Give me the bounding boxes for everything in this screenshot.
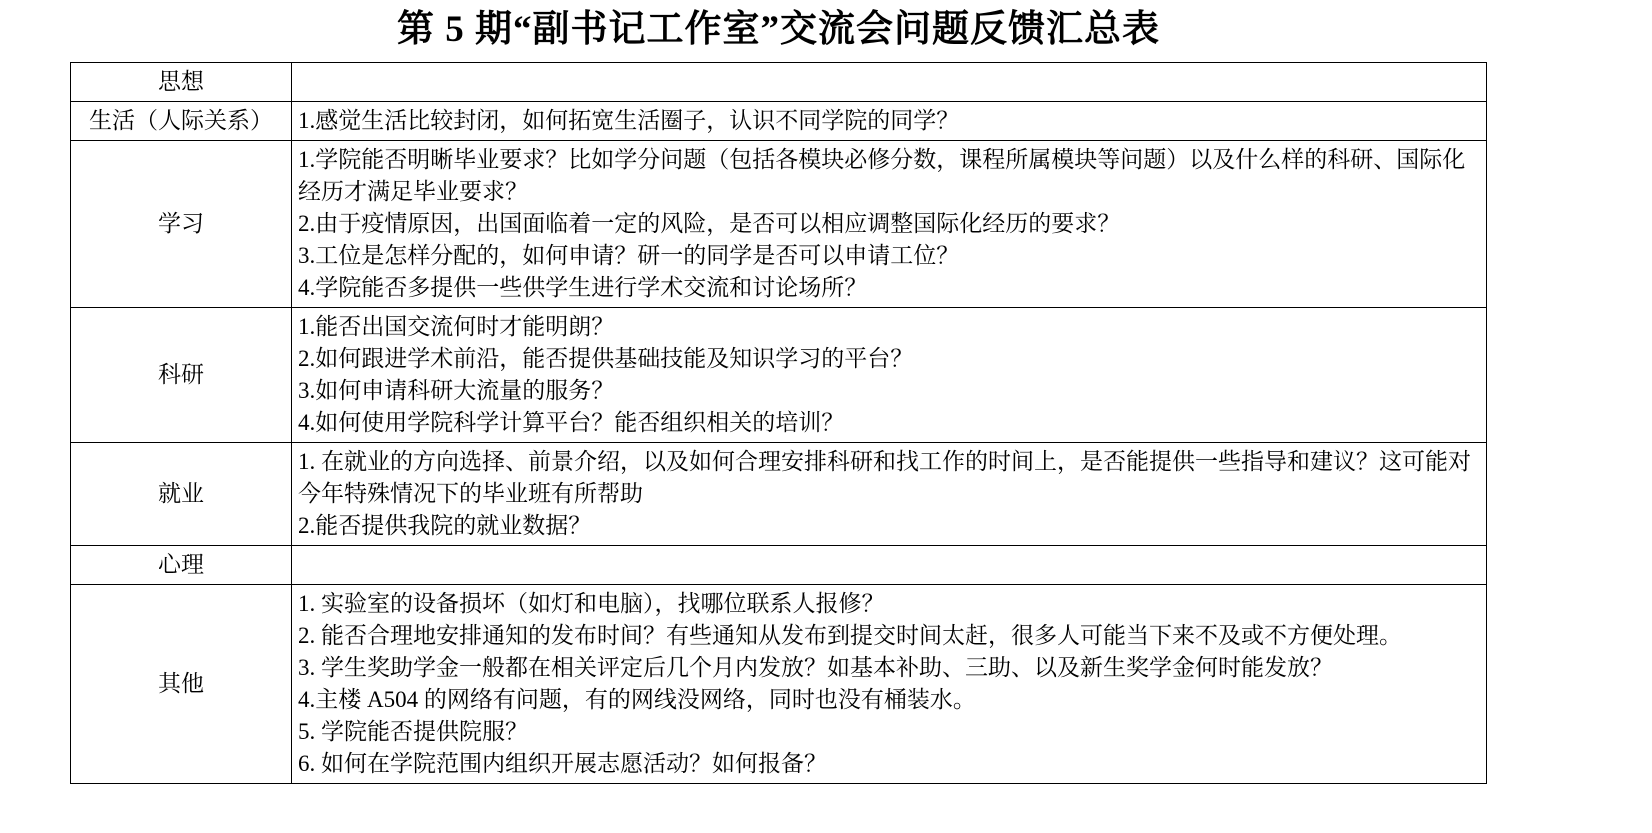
feedback-table-body (71, 63, 1487, 784)
question-item: 1. 在就业的方向选择、前景介绍，以及如何合理安排科研和找工作的时间上，是否能提供一些指导和建议？这可能对今年特殊情况下的毕业班有所帮助 (298, 449, 1471, 507)
content-cell (292, 141, 1487, 308)
question-item: 4.主楼 A504 的网络有问题，有的网线没网络，同时也没有桶装水。 (298, 687, 976, 713)
question-item: 2. 能否合理地安排通知的发布时间？有些通知从发布到提交时间太赶，很多人可能当下来不及或不方便处理。 (298, 623, 1402, 649)
category-cell: 心理 (71, 546, 292, 585)
feedback-table (70, 62, 1487, 784)
table-row (71, 63, 1487, 102)
category-cell: 学习 (71, 141, 292, 308)
page-title: 第 5 期“副书记工作室”交流会问题反馈汇总表 (397, 9, 1160, 50)
question-item: 1.感觉生活比较封闭，如何拓宽生活圈子，认识不同学院的同学？ (298, 108, 960, 134)
table-row (71, 443, 1487, 546)
question-item: 3.如何申请科研大流量的服务？ (298, 378, 615, 404)
category-cell: 科研 (71, 308, 292, 443)
table-row (71, 546, 1487, 585)
question-item: 1.能否出国交流何时才能明朗？ (298, 314, 615, 340)
table-row (71, 141, 1487, 308)
question-item: 3.工位是怎样分配的，如何申请？研一的同学是否可以申请工位？ (298, 243, 960, 269)
question-item: 2.如何跟进学术前沿，能否提供基础技能及知识学习的平台？ (298, 346, 914, 372)
table-row (71, 585, 1487, 784)
question-item: 6. 如何在学院范围内组织开展志愿活动？如何报备？ (298, 751, 827, 777)
question-item: 1. 实验室的设备损坏（如灯和电脑），找哪位联系人报修？ (298, 591, 885, 617)
question-item: 4.如何使用学院科学计算平台？能否组织相关的培训？ (298, 410, 845, 436)
category-cell: 思想 (71, 63, 292, 102)
category-cell: 生活（人际关系） (71, 102, 292, 141)
question-item: 3. 学生奖助学金一般都在相关评定后几个月内发放？如基本补助、三助、以及新生奖学金何时能发放？ (298, 655, 1333, 681)
table-row (71, 102, 1487, 141)
table-row (71, 308, 1487, 443)
question-item: 1.学院能否明晰毕业要求？比如学分问题（包括各模块必修分数，课程所属模块等问题）以及什么样的科研、国际化经历才满足毕业要求？ (298, 147, 1466, 205)
content-cell (292, 443, 1487, 546)
question-item: 2.能否提供我院的就业数据？ (298, 513, 592, 539)
content-cell (292, 585, 1487, 784)
question-item: 5. 学院能否提供院服？ (298, 719, 528, 745)
question-item: 4.学院能否多提供一些供学生进行学术交流和讨论场所？ (298, 275, 868, 301)
category-cell: 就业 (71, 443, 292, 546)
content-cell (292, 308, 1487, 443)
content-cell (292, 102, 1487, 141)
question-item: 2.由于疫情原因，出国面临着一定的风险，是否可以相应调整国际化经历的要求？ (298, 211, 1121, 237)
content-cell (292, 63, 1487, 102)
content-cell (292, 546, 1487, 585)
document-body (70, 0, 1487, 784)
category-cell: 其他 (71, 585, 292, 784)
